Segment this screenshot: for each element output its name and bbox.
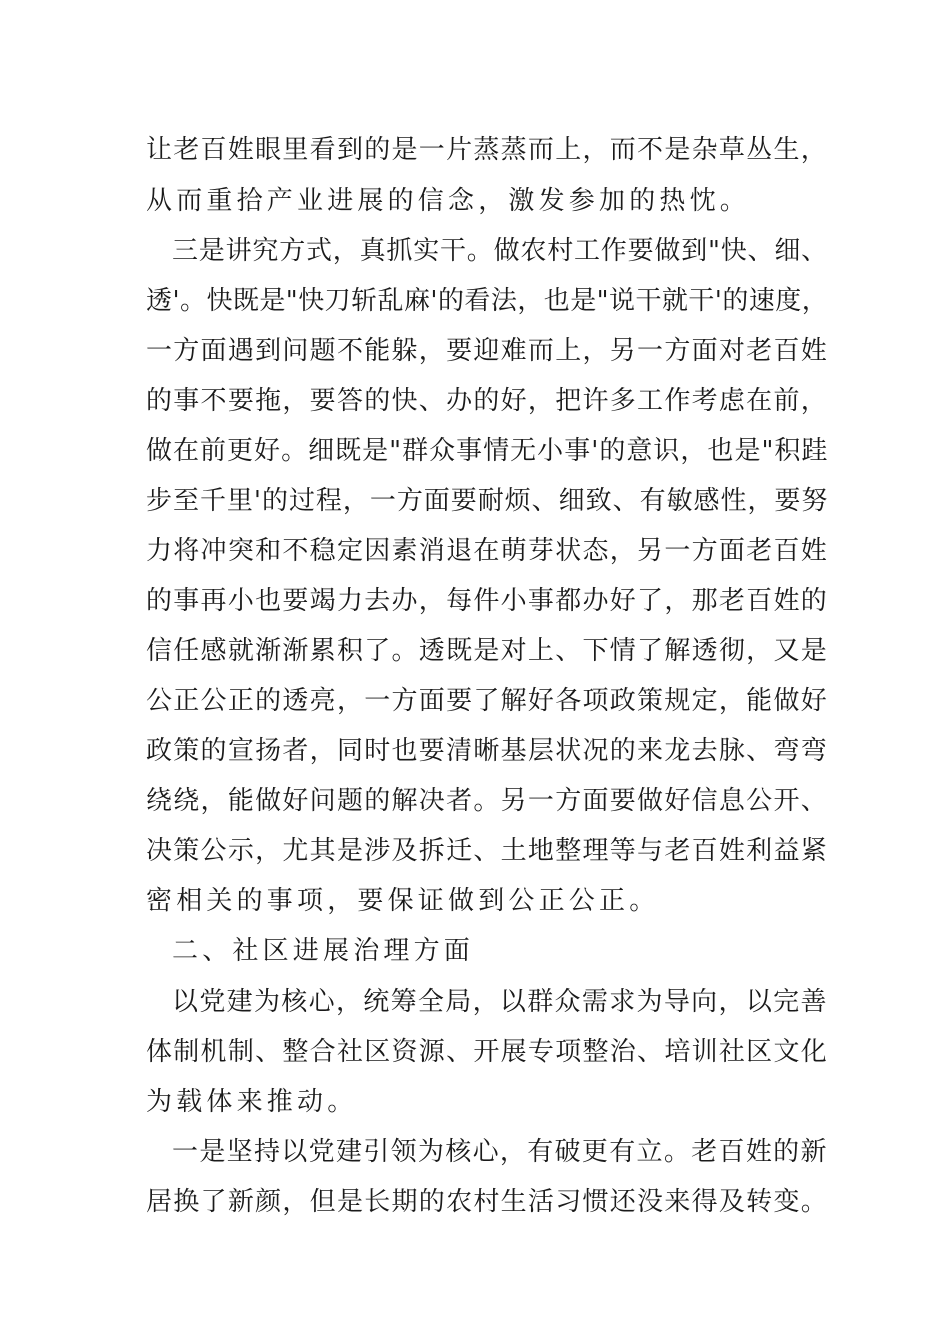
text-line: 信任感就渐渐累积了。透既是对上、下情了解透彻，又是 [146,636,829,666]
text-line: 绕绕，能做好问题的解决者。另一方面要做好信息公开、 [146,786,829,816]
text-line: 政策的宣扬者，同时也要清晰基层状况的来龙去脉、弯弯 [146,736,829,766]
text-line: 力将冲突和不稳定因素消退在萌芽状态，另一方面老百姓 [146,536,829,566]
text-line: 做在前更好。细既是"群众事情无小事'的意识，也是"积跬 [146,436,829,466]
paragraph-start-line: 三是讲究方式，真抓实干。做农村工作要做到"快、细、 [172,236,828,266]
section-heading: 二、社区进展治理方面 [172,936,475,966]
text-line: 透'。快既是"快刀斩乱麻'的看法，也是"说干就干'的速度， [146,286,829,316]
text-line: 一方面遇到问题不能躲，要迎难而上，另一方面对老百姓 [146,336,829,366]
text-line: 公正公正的透亮，一方面要了解好各项政策规定，能做好 [146,686,829,716]
text-line: 居换了新颜，但是长期的农村生活习惯还没来得及转变。 [146,1187,829,1217]
paragraph-start-line: 以党建为核心，统筹全局，以群众需求为导向，以完善 [172,987,828,1017]
text-line: 的事再小也要竭力去办，每件小事都办好了，那老百姓的 [146,586,829,616]
text-line: 体制机制、整合社区资源、开展专项整治、培训社区文化 [146,1037,829,1067]
text-line: 密相关的事项，要保证做到公正公正。 [146,886,660,916]
text-line: 从而重拾产业进展的信念，激发参加的热忱。 [146,186,751,216]
paragraph-start-line: 一是坚持以党建引领为核心，有破更有立。老百姓的新 [172,1137,828,1167]
text-line: 让老百姓眼里看到的是一片蒸蒸而上，而不是杂草丛生， [146,135,829,165]
text-line: 决策公示，尤其是涉及拆迁、土地整理等与老百姓利益紧 [146,836,829,866]
text-line: 为载体来推动。 [146,1087,358,1117]
text-line: 的事不要拖，要答的快、办的好，把许多工作考虑在前， [146,386,829,416]
text-line: 步至千里'的过程，一方面要耐烦、细致、有敏感性，要努 [146,486,829,516]
